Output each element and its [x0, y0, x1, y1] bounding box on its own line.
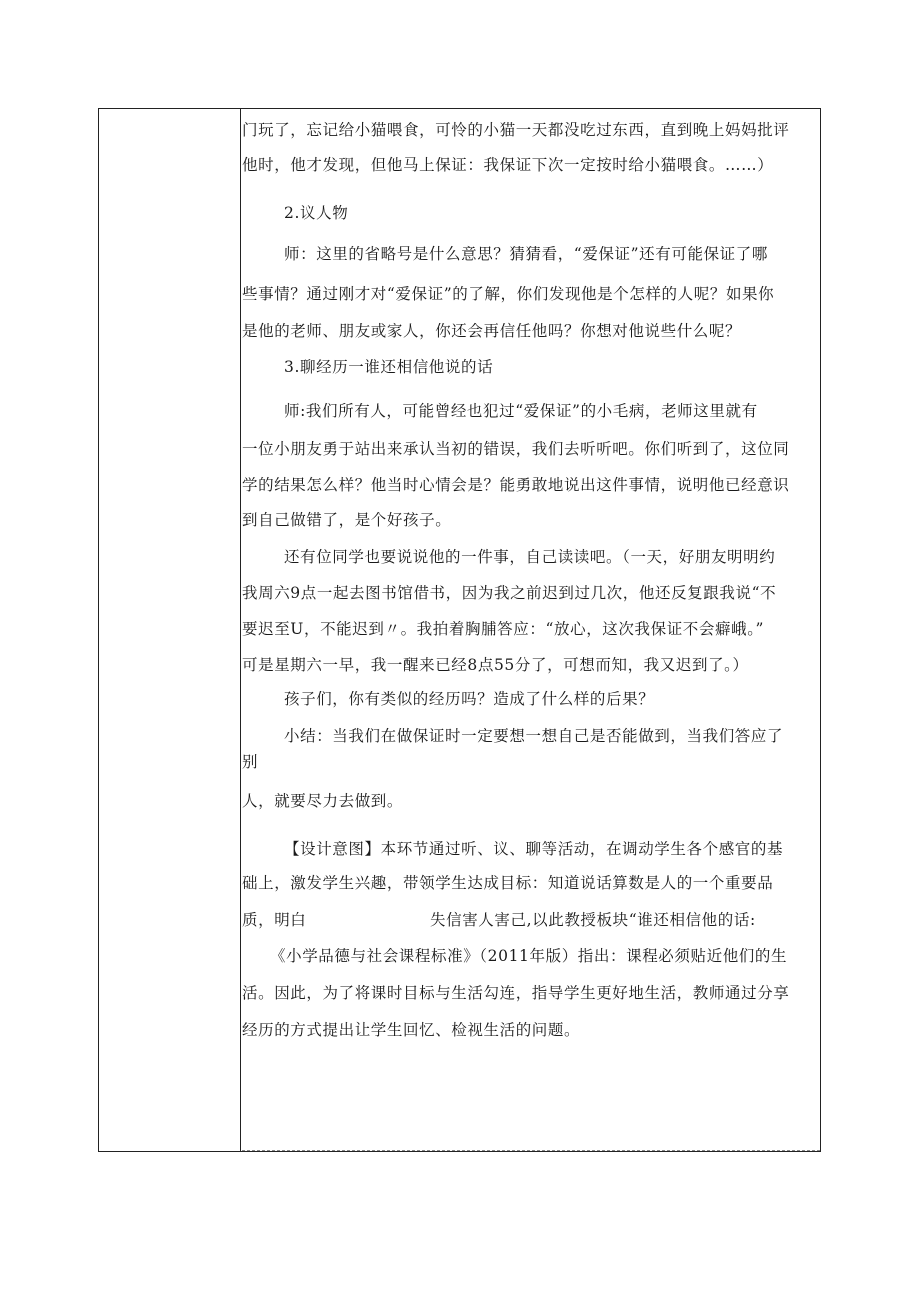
dashed-rule: [242, 1150, 820, 1151]
text-line: 可是星期六一早，我一醒来已经8点55分了，可想而知，我又迟到了。）: [242, 656, 749, 674]
text-line: 活。因此，为了将课时目标与生活勾连，指导学生更好地生活，教师通过分享: [242, 984, 790, 1002]
text-line: 人，就要尽力去做到。: [242, 792, 404, 810]
text-line: 础上，激发学生兴趣，带领学生达成目标：知道说话算数是人的一个重要品: [242, 874, 774, 892]
text-line: 我周六9点一起去图书馆借书，因为我之前迟到过几次，他还反复跟我说“不: [242, 584, 777, 602]
text-line: 失信害人害己,以此教授板块“谁还相信他的话:: [430, 911, 756, 929]
text-line: 《小学品德与社会课程标准》（2011年版）指出：课程必须贴近他们的生: [270, 947, 788, 965]
text-line: 到自己做错了，是个好孩子。: [242, 511, 452, 529]
text-line: 质，明白: [242, 911, 307, 929]
text-line: 要迟至U，不能迟到〃。我拍着胸脯答应：“放心，这次我保证不会癖峨。”: [242, 620, 765, 638]
text-line: 小结：当我们在做保证时一定要想一想自己是否能做到，当我们答应了: [284, 727, 784, 745]
text-line: 他时，他才发现，但他马上保证：我保证下次一定按时给小猫喂食。……）: [242, 156, 774, 174]
text-line: 是他的老师、朋友或家人，你还会再信任他吗？你想对他说些什么呢？: [242, 322, 742, 340]
section-heading: 2.议人物: [284, 204, 349, 222]
left-column-cell: [99, 109, 241, 1151]
text-line: 经历的方式提出让学生回忆、检视生活的问题。: [242, 1021, 581, 1039]
text-line: 一位小朋友勇于站出来承认当初的错误，我们去听听吧。你们听到了，这位同: [242, 440, 790, 458]
text-line: 还有位同学也要说说他的一件事，自己读读吧。（一天，好朋友明明约: [284, 548, 776, 566]
section-heading: 3.聊经历一谁还相信他说的话: [284, 358, 494, 376]
text-line: 学的结果怎么样？他当时心情会是？能勇敢地说出这件事情，说明他已经意识: [242, 476, 790, 494]
text-line: 些事情？通过刚才对“爱保证”的了解，你们发现他是个怎样的人呢？如果你: [242, 285, 775, 303]
design-intent-line: 【设计意图】本环节通过听、议、聊等活动，在调动学生各个感官的基: [284, 840, 784, 858]
text-line: 师:我们所有人，可能曾经也犯过“爱保证”的小毛病，老师这里就有: [284, 402, 758, 420]
text-line: 师：这里的省略号是什么意思？猜猜看，“爱保证”还有可能保证了哪: [284, 245, 768, 263]
text-line: 孩子们，你有类似的经历吗？造成了什么样的后果？: [284, 690, 655, 708]
text-line: 门玩了，忘记给小猫喂食，可怜的小猫一天都没吃过东西，直到晚上妈妈批评: [242, 121, 790, 139]
text-line: 别: [242, 753, 259, 771]
